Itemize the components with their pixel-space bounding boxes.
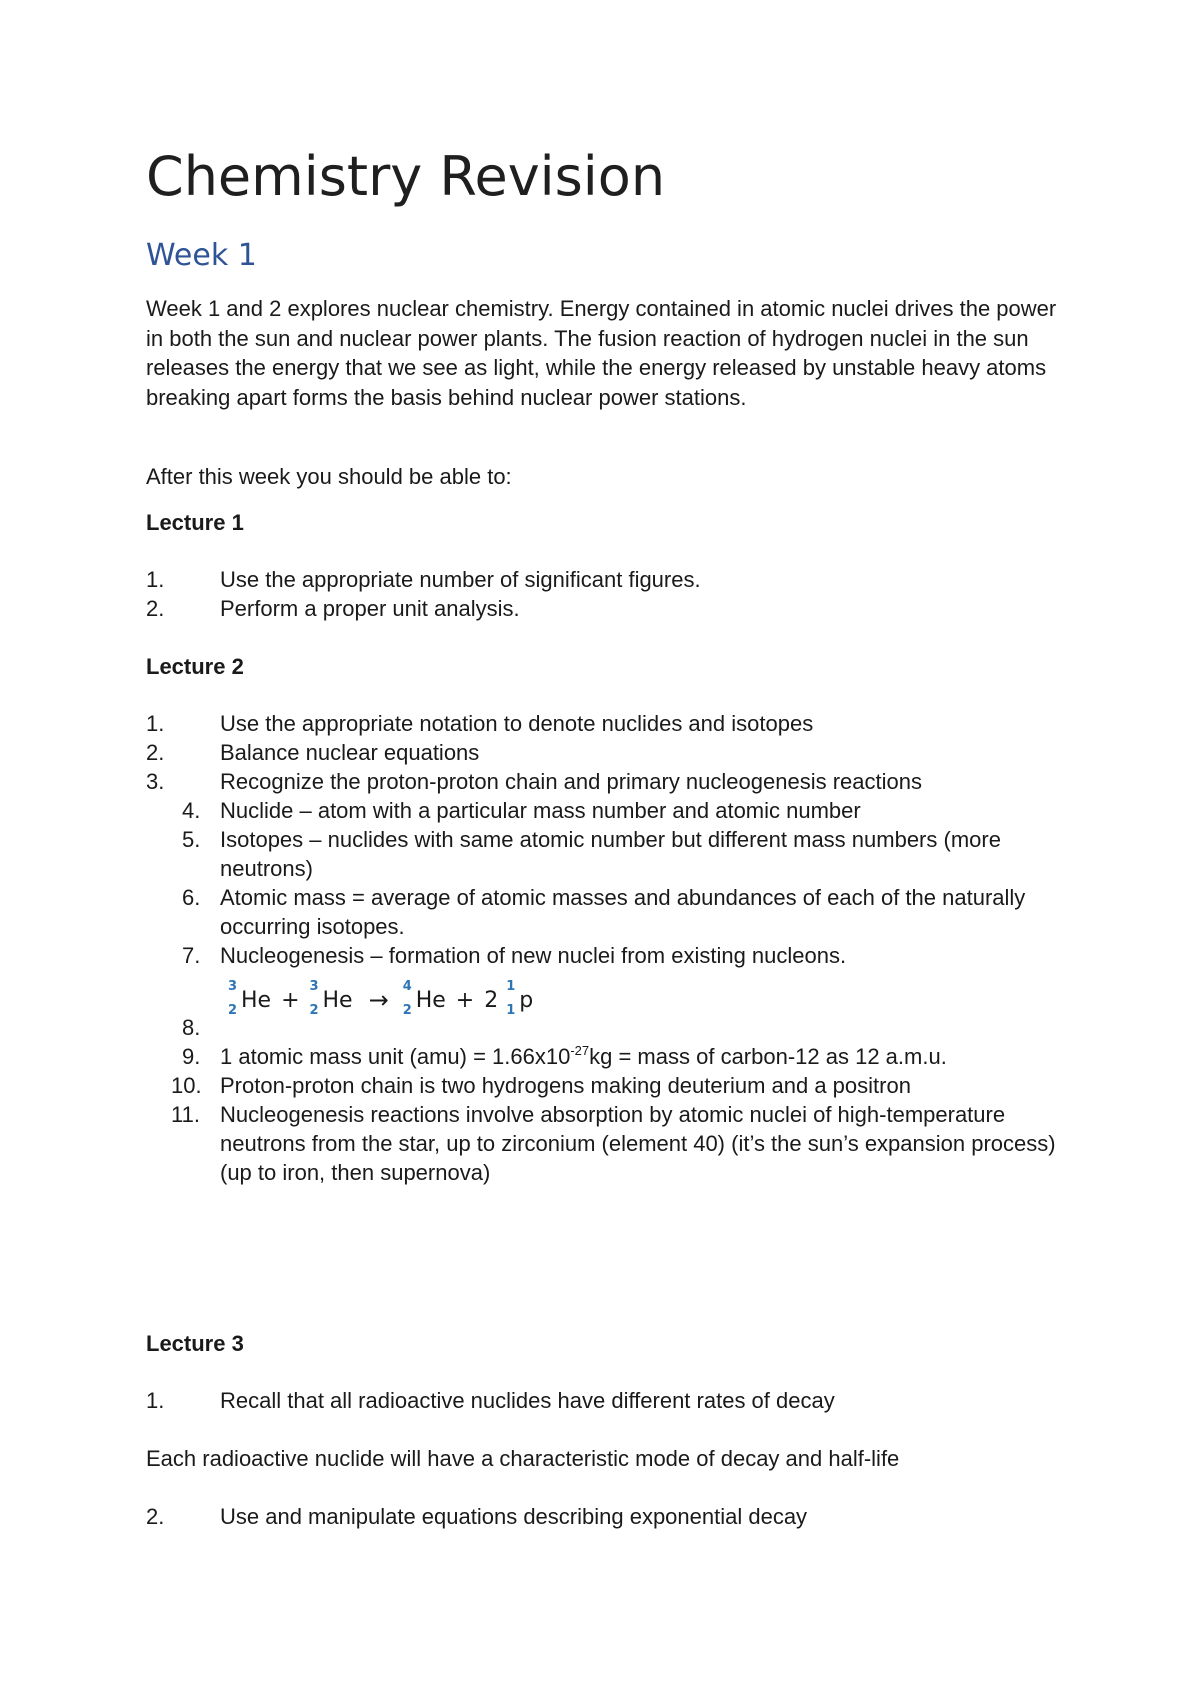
list-item [0,594,1200,623]
list-text: Balance nuclear equations [220,740,480,765]
helium-3-nuclide: 3 2 He [309,978,353,1018]
document-title: Chemistry Revision [146,145,666,208]
list-item [0,1100,1200,1187]
list-number: 5. [182,827,201,852]
list-text: Use the appropriate notation to denote nuclides and isotopes [220,711,814,736]
list-item [0,796,1200,825]
list-text: 1 atomic mass unit $(amu) = 1.66x10^{-27}kg$ = mass of carbon-12 as 12 a.m.u. [220,1043,947,1069]
list-item [0,825,1200,883]
list-item [0,767,1200,796]
after-week-text: After this week you should be able to: [146,464,512,489]
reaction-arrow-icon: → [368,986,389,1014]
list-text: Atomic mass = average of atomic masses and abundances of each of the naturally occurring isotopes. [220,885,1026,939]
list-number: 9. [182,1044,201,1069]
list-item [0,1042,1200,1071]
list-number: 1. [146,1388,165,1413]
list-item [0,941,1200,970]
decay-note: Each radioactive nuclide will have a characteristic mode of decay and half-life [146,1446,900,1471]
list-item [0,883,1200,941]
lecture-2-heading: Lecture 2 [146,654,244,679]
proton-coefficient: 2 [484,987,499,1013]
proton-nuclide: 1 1 p [506,978,534,1018]
list-number: 1. [146,711,165,736]
helium-4-nuclide: 4 2 He [402,978,446,1018]
list-item [0,1502,1200,1531]
list-item [0,1386,1200,1415]
list-item [0,1071,1200,1100]
lecture-1-heading: Lecture 1 [146,510,244,535]
list-number: 10. [171,1073,202,1098]
list-text: Isotopes – nuclides with same atomic number but different mass numbers (more neutrons) [220,827,1001,881]
list-number: 2. [146,596,165,621]
helium-3-nuclide: 3 2 He [228,978,272,1018]
list-number: 11. [171,1102,200,1127]
list-item [0,565,1200,594]
list-number: 1. [146,567,165,592]
list-text: Use the appropriate number of significant figures. [220,567,701,592]
list-item [0,709,1200,738]
list-text: Nucleogenesis – formation of new nuclei from existing nucleons. [220,943,847,968]
list-number: 2. [146,1504,165,1529]
list-item [0,738,1200,767]
list-text: Nucleogenesis reactions involve absorption by atomic nuclei of high-temperature neutrons from the star, up to zirconium (element 40) (it’s the sun’s expansion process) (up to iron, then supernova) [220,1102,1056,1185]
plus-sign: + [455,987,475,1013]
list-number: 4. [182,798,201,823]
plus-sign: + [281,987,300,1013]
list-text: Use and manipulate equations describing exponential decay [220,1504,808,1529]
list-text: Perform a proper unit analysis. [220,596,520,621]
list-text: Nuclide – atom with a particular mass number and atomic number [220,798,861,823]
list-number: 2. [146,740,165,765]
list-number: 7. [182,943,201,968]
list-number: 8. [182,1015,201,1040]
week-heading: Week 1 [146,238,257,273]
list-number: 6. [182,885,201,910]
list-item [0,1013,1200,1042]
intro-paragraph: Week 1 and 2 explores nuclear chemistry. Energy contained in atomic nuclei drives the power in both the sun and nuclear power plants. The fusion reaction of hydrogen nuclei in the sun releases the energy that we see as light, while the energy released by unstable heavy atoms breaking apart forms the basis behind nuclear power stations. [146,296,1057,410]
list-text: Recognize the proton-proton chain and primary nucleogenesis reactions [220,769,922,794]
lecture-3-heading: Lecture 3 [146,1331,244,1356]
list-text: Proton-proton chain is two hydrogens making deuterium and a positron [220,1073,911,1098]
list-text: Recall that all radioactive nuclides have different rates of decay [220,1388,835,1413]
list-number: 3. [146,769,165,794]
